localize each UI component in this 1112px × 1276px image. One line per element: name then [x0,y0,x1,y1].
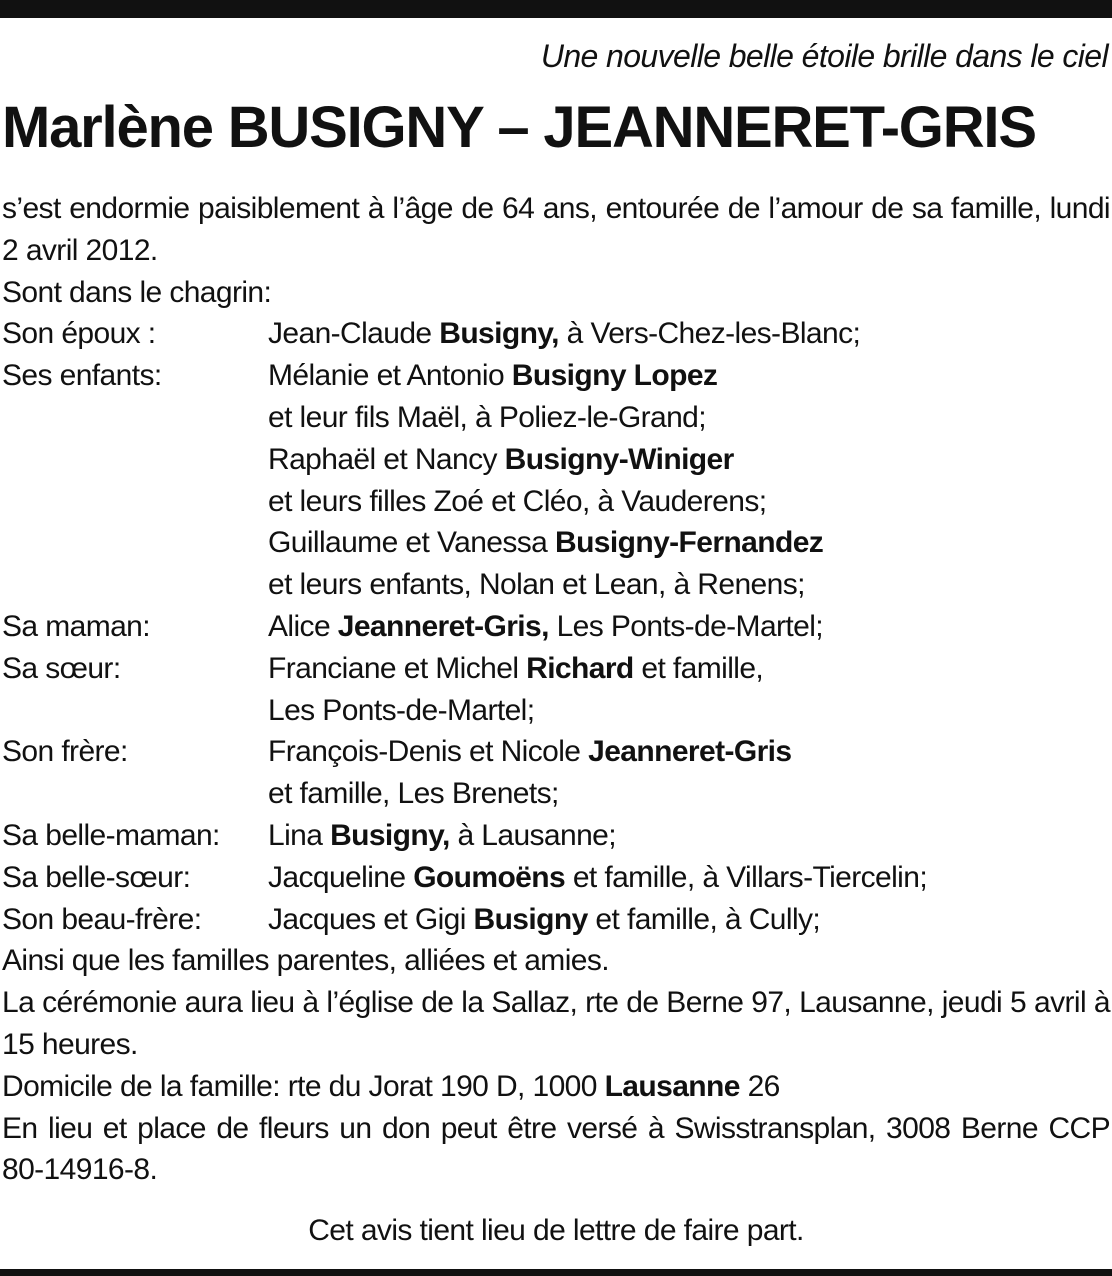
relative-text: et leurs filles Zoé et Cléo, à Vauderens; [268,484,767,518]
mourners-heading: Sont dans le chagrin: [2,275,272,309]
relative-row [2,731,1110,815]
relative-row [2,899,1110,941]
relative-text: à Vers-Chez-les-Blanc; [558,317,861,351]
relative-line [268,773,1110,815]
relative-surname: Busigny Lopez [511,359,718,393]
relative-label: Sa belle-sœur: [2,860,191,894]
deceased-name: Marlène BUSIGNY – JEANNERET-GRIS [2,95,1036,160]
relative-row [2,606,1110,648]
relative-text: Mélanie et Antonio [268,359,512,393]
bottom-rule [0,1269,1112,1276]
intro-text: s’est endormie paisiblement à l’âge de 64 ans, entourée de l’amour de sa famille, lundi 2 avril 2012. [2,192,1110,267]
relative-names [268,899,1110,941]
relative-names [268,648,1110,732]
relative-text: Jacqueline [268,860,414,894]
relative-text: Lina [268,818,331,852]
notice-body [2,188,1110,1191]
relative-names [268,857,1110,899]
ceremony-text: La cérémonie aura lieu à l’église de la Sallaz, rte de Berne 97, Lausanne, jeudi 5 avril à 15 heures. [2,986,1110,1061]
relative-names [268,606,1110,648]
relative-text: Jean-Claude [268,317,440,351]
relative-line [268,857,1110,899]
relative-line [268,731,1110,773]
relative-line [268,899,1110,941]
domicile-pre: Domicile de la famille: rte du Jorat 190 D, 1000 [2,1069,605,1103]
relative-text: et famille, Les Brenets; [268,777,559,811]
relative-line [268,606,1110,648]
relative-text: Les Ponts-de-Martel; [268,693,535,727]
top-rule [0,0,1112,18]
relative-label: Sa sœur: [2,651,121,685]
relative-line [268,522,1110,564]
relative-surname: Busigny, [330,818,450,852]
relative-label: Son époux : [2,317,156,351]
relative-names [268,731,1110,815]
relatives-list [2,313,1110,940]
relative-text: Guillaume et Vanessa [268,526,556,560]
relative-text: et famille, [633,651,764,685]
relative-text: Raphaël et Nancy [268,442,505,476]
relative-label: Son frère: [2,735,128,769]
relative-row [2,815,1110,857]
relative-line [268,355,1110,397]
relative-surname: Busigny-Fernandez [555,526,824,560]
relative-text: et famille, à Cully; [587,902,821,936]
relative-surname: Goumoëns [413,860,566,894]
relative-line [268,439,1110,481]
relative-line [268,648,1110,690]
relative-text: François-Denis et Nicole [268,735,589,769]
relative-line [268,690,1110,732]
relative-text: Les Ponts-de-Martel; [548,609,824,643]
relative-text: et famille, à Villars-Tiercelin; [565,860,928,894]
domicile-post: 26 [739,1069,780,1103]
relative-text: Franciane et Michel [268,651,527,685]
relative-label: Son beau-frère: [2,902,202,936]
relative-line [268,815,1110,857]
relative-text: Jacques et Gigi [268,902,474,936]
relative-line [268,397,1110,439]
relative-line [268,313,1110,355]
donation-text: En lieu et place de fleurs un don peut être versé à Swisstransplan, 3008 Berne CCP 80-14916-8. [2,1111,1110,1187]
relative-text: Alice [268,609,338,643]
relative-row [2,648,1110,732]
relative-names [268,313,1110,355]
relative-line [268,564,1110,606]
domicile-city: Lausanne [604,1069,740,1103]
relative-surname: Busigny, [439,317,559,351]
relative-surname: Jeanneret-Gris, [337,609,549,643]
domicile-text [2,1066,1110,1108]
relative-row [2,313,1110,355]
relative-surname: Jeanneret-Gris [588,735,792,769]
closing-text: Cet avis tient lieu de lettre de faire part. [308,1214,804,1247]
relative-names [268,355,1110,606]
relative-label: Sa maman: [2,609,150,643]
relative-label: Sa belle-maman: [2,818,220,852]
relative-row [2,355,1110,606]
relative-surname: Richard [526,651,634,685]
epigraph: Une nouvelle belle étoile brille dans le ciel [540,38,1108,74]
relative-text: à Lausanne; [449,818,617,852]
extended-family-text: Ainsi que les familles parentes, alliées et amies. [2,944,609,978]
relative-row [2,857,1110,899]
relative-label: Ses enfants: [2,359,162,393]
relative-surname: Busigny-Winiger [504,442,734,476]
relative-line [268,481,1110,523]
relative-surname: Busigny [473,902,588,936]
relative-names [268,815,1110,857]
relative-text: et leur fils Maël, à Poliez-le-Grand; [268,400,706,434]
relative-text: et leurs enfants, Nolan et Lean, à Renens; [268,568,805,602]
